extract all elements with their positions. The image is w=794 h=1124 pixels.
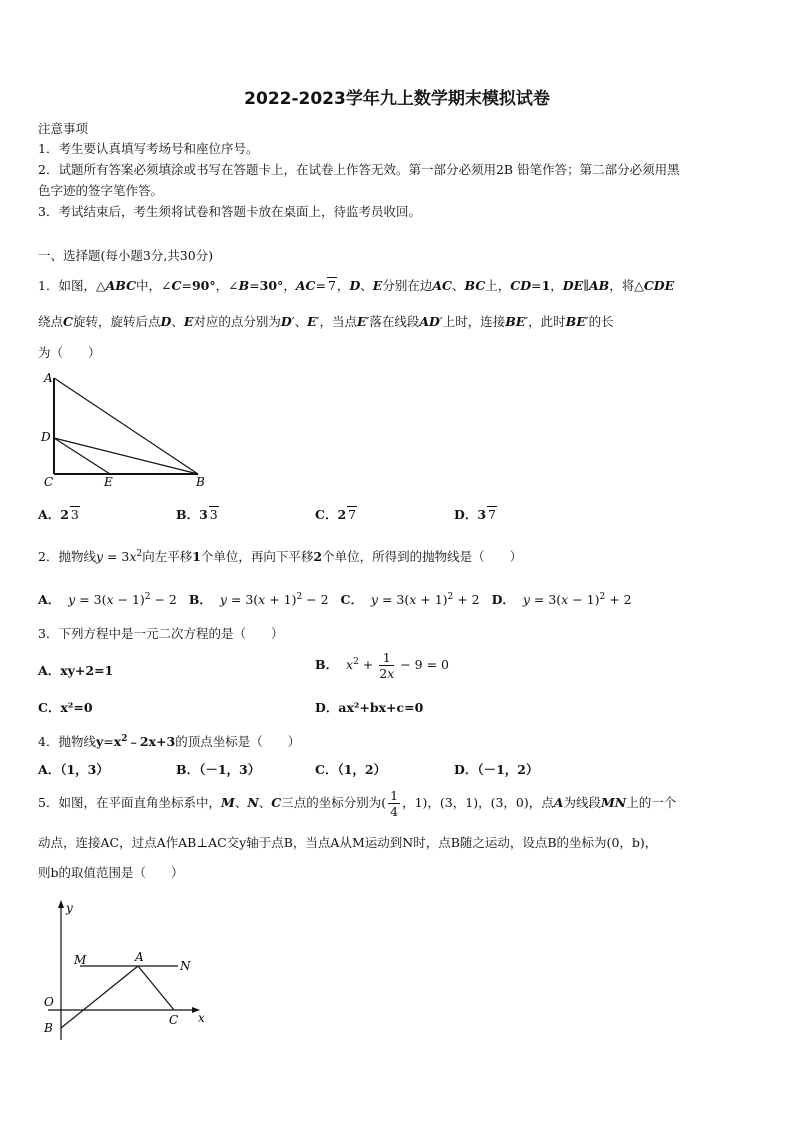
q1-option-c: C．2 7 bbox=[315, 507, 357, 522]
notice-item: 2．试题所有答案必须填涂或书写在答题卡上，在试卷上作答无效。第一部分必须用2B 铅笔作答；第二部分必须用黑 bbox=[38, 162, 680, 177]
fig-label: O bbox=[44, 995, 54, 1009]
fig-label: D bbox=[41, 430, 51, 444]
question-2: 2．抛物线$y = 3x^2$向左平移1个单位，再向下平移2个单位，所得到的抛物线是（ ） bbox=[38, 549, 523, 565]
q4-option-b: B．（－1，3） bbox=[176, 762, 261, 777]
question-5-figure bbox=[38, 898, 218, 1048]
fig-label: E bbox=[104, 475, 113, 489]
fig-label: A bbox=[135, 950, 144, 964]
q3-option-a: A．xy+2=1 bbox=[38, 663, 114, 678]
page-title: 2022-2023学年九上数学期末模拟试卷 bbox=[244, 89, 550, 109]
q3-option-b: B． $x^2$ + $\frac{1}{2x}$ − 9 = 0 bbox=[315, 650, 450, 681]
question-5-line-3: 则b的取值范围是（ ） bbox=[38, 865, 184, 880]
q1-option-d: D．3 7 bbox=[454, 507, 496, 522]
question-5-line-2: 动点，连接AC，过点A作AB⊥AC交y轴于点B，当点A从M运动到N时，点B随之运动，设点B的坐标为(0，b)， bbox=[38, 835, 658, 850]
question-3: 3．下列方程中是一元二次方程的是（ ） bbox=[38, 626, 284, 641]
section-heading: 一、选择题(每小题3分,共30分) bbox=[38, 248, 214, 263]
question-1-line-1: 1．如图，△ABC中，∠C=90°，∠B=30°，AC= 7，D、E分别在边AC、BC上，CD=1，DE∥AB，将△CDE bbox=[38, 278, 675, 293]
notice-item: 1．考生要认真填写考场号和座位序号。 bbox=[38, 141, 259, 156]
q1-option-a: A．2 3 bbox=[38, 507, 79, 522]
fig-label: y bbox=[66, 901, 73, 915]
q4-option-a: A．（1，3） bbox=[38, 762, 109, 777]
fig-label: B bbox=[196, 475, 205, 489]
question-5-line-1: 5．如图，在平面直角坐标系中，M、N、C三点的坐标分别为( $\frac{1}{4}$ ，1)，(3，1)，(3，0)，点A为线段MN上的一个 bbox=[38, 788, 677, 819]
question-1-figure bbox=[38, 370, 218, 492]
q4-option-d: D．（－1，2） bbox=[454, 762, 539, 777]
fig-label: B bbox=[44, 1021, 53, 1035]
question-4: 4．抛物线$y=x^2﹣2x+3$的顶点坐标是（ ） bbox=[38, 734, 301, 750]
fig-label: A bbox=[44, 371, 53, 385]
fig-label: x bbox=[198, 1011, 205, 1025]
question-2-options: A． $y = 3(x - 1)^2 - 2$ B． $y = 3(x + 1)^2 - 2$ C． $y = 3(x + 1)^2 + 2$ D． $y = 3(x - 1)^2 + 2$ bbox=[38, 592, 632, 608]
fig-label: C bbox=[44, 475, 54, 489]
q1-option-b: B．3 3 bbox=[176, 507, 218, 522]
fig-label: M bbox=[74, 953, 87, 967]
question-1-line-3: 为（ ） bbox=[38, 345, 101, 360]
q4-option-c: C．（1，2） bbox=[315, 762, 387, 777]
question-1-line-2: 绕点C旋转，旋转后点D、E对应的点分别为D′、E′，当点E′落在线段AD′上时，连接BE′，此时BE′的长 bbox=[38, 314, 614, 329]
notice-item: 色字迹的签字笔作答。 bbox=[38, 183, 164, 198]
notice-item: 3．考试结束后，考生须将试卷和答题卡放在桌面上，待监考员收回。 bbox=[38, 204, 421, 219]
q3-option-d: D．ax²+bx+c=0 bbox=[315, 700, 424, 715]
fig-label: N bbox=[180, 959, 191, 973]
fig-label: C bbox=[169, 1013, 179, 1027]
q3-option-c: C．x²=0 bbox=[38, 700, 93, 715]
notice-heading: 注意事项 bbox=[38, 121, 89, 136]
